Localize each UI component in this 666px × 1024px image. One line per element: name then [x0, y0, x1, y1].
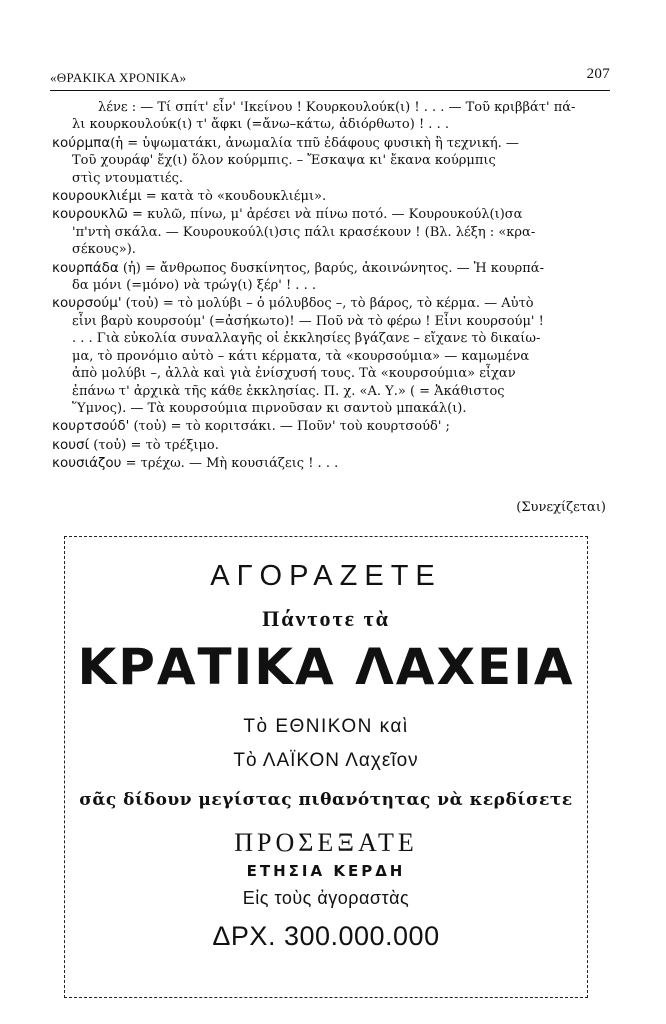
ad-line-attention: ΠΡΟΣΕΞΑΤΕ — [234, 828, 418, 857]
entry-text: . . . Γιὰ εὐκολία συναλλαγῆς οἱ ἐκκλησίες βγάζανε – εἴχανε τὸ δικαίω- — [72, 331, 541, 347]
entry-text: σέκους»). — [72, 242, 136, 258]
glossary-entry — [52, 206, 608, 258]
entry-text: 'π'ντὴ σκάλα. — Κουρουκούλ(ι)σις πάλι κρασέκουν ! (Βλ. λέξη : «κρα- — [72, 224, 536, 240]
glossary-entry — [52, 295, 608, 417]
ad-line-state-lotteries: ΚΡΑΤΙΚΑ ΛΑΧΕΙΑ — [77, 638, 575, 696]
glossary-entries — [52, 99, 608, 474]
entry-text: εἶνι βαρὺ κουρσούμ' (=ἀσήκωτο)! — Ποῦ νὰ τὸ φέρω ! Εἶνι κουρσούμ' ! — [72, 313, 544, 329]
entry-text: στὶς ντουματιές. — [72, 170, 184, 186]
entry-line — [52, 152, 608, 169]
entry-headword: κουρουκλιέμι — [52, 188, 142, 205]
entry-line — [52, 400, 608, 417]
ad-line-to-buyers: Εἰς τοὺς ἀγοραστὰς — [242, 888, 410, 908]
entry-line — [52, 135, 608, 152]
entry-text: λι κουρκουλούκ(ι) τ' ἄφκι (=ἄνω–κάτω, ἀδιόρθωτο) ! . . . — [72, 117, 449, 133]
entry-line — [52, 383, 608, 400]
entry-line — [52, 99, 608, 116]
glossary-entry — [52, 418, 608, 435]
entry-line — [52, 365, 608, 382]
entry-text: = τρέχω. — Μὴ κουσιάζεις ! . . . — [121, 456, 339, 472]
glossary-entry — [52, 437, 608, 454]
entry-line — [52, 455, 608, 472]
glossary-entry — [52, 135, 608, 187]
entry-line — [52, 116, 608, 133]
entry-text: = κυλῶ, πίνω, μ' ἀρέσει νὰ πίνω ποτό. — Κουρουκούλ(ι)σα — [127, 207, 523, 223]
header-rule — [50, 90, 610, 91]
running-header — [50, 66, 610, 88]
entry-line — [52, 295, 608, 312]
entry-text: (ἡ) = ἄνθρωπος δυσκίνητος, βαρύς, ἀκοινώνητος. — Ἡ κουρπά- — [118, 260, 544, 276]
glossary-entry — [52, 99, 608, 134]
journal-title: «ΘΡΑΚΙΚΑ ΧΡΟΝΙΚΑ» — [50, 70, 187, 85]
page-number: 207 — [586, 66, 610, 82]
entry-text: Τοῦ χουράφ' ἔχ(ι) ὅλον κούρμπις. – Ἔσκαψα κι' ἔκανα κούρμπις — [72, 153, 496, 169]
entry-text: ἐπάνω τ' ἀρχικὰ τῆς κάθε ἐκκλησίας. Π. χ. «Α. Υ.» ( = Ἀκάθιστος — [72, 383, 505, 399]
entry-line — [52, 170, 608, 187]
ad-line-popular: Τὸ ΛΑΪΚΟΝ Λαχεῖον — [233, 750, 419, 771]
ad-line-national: Τὸ ΕΘΝΙΚΟΝ καὶ — [243, 716, 409, 737]
entry-line — [52, 241, 608, 258]
glossary-entry — [52, 188, 608, 205]
ad-line-chances: σᾶς δίδουν μεγίστας πιθανότητας νὰ κερδίσετε — [79, 790, 573, 810]
entry-text: (τοὐ) = τὸ τρέξιμο. — [89, 437, 219, 453]
ad-line-always: Πάντοτε τὰ — [262, 606, 390, 631]
entry-line — [52, 188, 608, 205]
continued-note: (Συνεχίζεται) — [516, 500, 606, 515]
entry-text: Ὕμνος). — Τὰ κουρσούμια πιρνοῦσαν κι σαντοὺ μπακάλ(ι). — [72, 400, 467, 416]
entry-text: μα, τὸ προνόμιο αὐτὸ – κάτι κέρματα, τὰ «κουρσούμια» — καμωμένα — [72, 348, 530, 364]
entry-text: (τοὐ) = τὸ κοριτσάκι. — Ποῦν' τοὺ κουρτσούδ' ; — [129, 419, 450, 435]
entry-text: (τοὐ) = τὸ μολύβι – ὁ μόλυβδος –, τὸ βάρος, τὸ κέρμα. — Αὐτὸ — [121, 296, 534, 312]
entry-line — [52, 313, 608, 330]
entry-headword: κουρπάδα — [52, 259, 119, 276]
entry-line — [52, 348, 608, 365]
entry-headword: κουρουκλῶ — [52, 206, 128, 223]
entry-headword: κούρμπα — [52, 134, 111, 151]
entry-headword: κουσιάζου — [52, 455, 122, 472]
ad-line-annual-gains: ΕΤΗΣΙΑ ΚΕΡΔΗ — [246, 862, 406, 880]
entry-text: δα μόνι (=μόνο) νὰ τρώγ(ι) ξέρ' ! . . . — [72, 278, 316, 294]
ad-line-amount: ΔΡΧ. 300.000.000 — [212, 921, 440, 951]
glossary-entry — [52, 260, 608, 295]
glossary-entry — [52, 455, 608, 472]
entry-text: λένε : — Τί σπίτ' εἶν' 'Ικείνου ! Κουρκουλούκ(ι) ! . . . — Τοῦ κριββάτ' πά- — [98, 100, 576, 115]
entry-headword: κουρσούμ' — [52, 295, 122, 312]
entry-line — [52, 206, 608, 223]
entry-text: (ἡ = ὑψωματάκι, ἀνωμαλία τπῦ ἐδάφους φυσικὴ ἢ τεχνική. — — [110, 135, 519, 151]
entry-line — [52, 437, 608, 454]
entry-text: ἀπὸ μολύβι –, ἀλλὰ καὶ γιὰ ἐνίσχυσή τους. Τὰ «κουρσούμια» εἶχαν — [72, 366, 516, 382]
ad-line-buy: ΑΓΟΡΑΖΕΤΕ — [210, 560, 442, 592]
entry-text: = κατὰ τὸ «κουδουκλιέμι». — [141, 189, 327, 205]
entry-headword: κουσί — [52, 436, 90, 453]
entry-line — [52, 277, 608, 294]
entry-headword: κουρτσούδ' — [52, 418, 130, 435]
entry-line — [52, 418, 608, 435]
entry-line — [52, 330, 608, 347]
entry-line — [52, 224, 608, 241]
entry-line — [52, 260, 608, 277]
